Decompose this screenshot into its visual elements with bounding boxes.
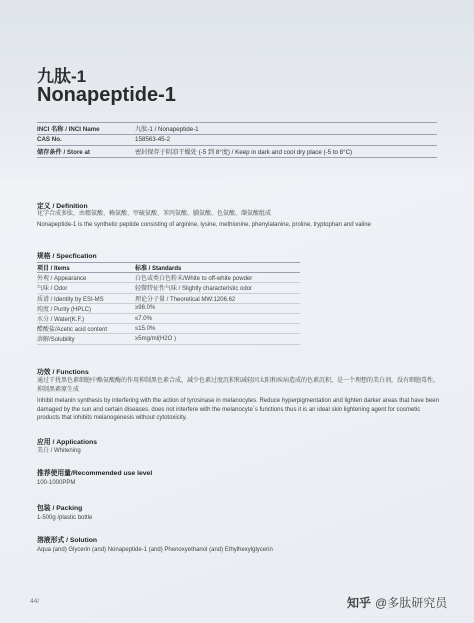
spec-standard: ≤7.0% [135, 315, 152, 322]
packing-text: 1-500g /plastic bottle [37, 515, 93, 521]
spec-item: 纯度 / Purity (HPLC) [37, 306, 92, 313]
applications-text: 美白 / Whitening [37, 448, 81, 454]
page-number: 44/ [30, 598, 40, 605]
spec-table [37, 262, 300, 345]
spec-item: 醋酸盐/Acetic acid content [37, 327, 108, 334]
title-english: Nonapeptide-1 [37, 84, 176, 106]
info-key: CAS No. [37, 136, 62, 144]
spec-row [37, 283, 300, 293]
info-key: INCI 名称 / INCI Name [37, 125, 100, 133]
applications-heading: 应用 / Applications [37, 439, 98, 446]
functions-text-en: Inhibit melanin synthesis by interfering with the action of tyrosinase in melanocytes. Reduce hyperpigmentation and lighten darker areas that have been damaged by the sun and certain diseases. does not interfere with the melanocyte`s functions thus it is an ideal skin lightening agent for cosmetic products that inhibits melanogenesis without cytotoxicity. [37, 398, 439, 422]
definition-text-en: Nonapeptide-1 is the synthetic peptide consisting of arginine, lysine, methionine, phenylalanine, proline, tryptophan and valine [37, 222, 371, 228]
info-row-inci [37, 122, 437, 134]
spec-row [37, 273, 300, 283]
spec-item: 气味 / Odor [37, 286, 68, 293]
spec-standard: ≤15.0% [135, 325, 156, 332]
spec-row [37, 324, 300, 334]
spec-standard: ≥5mg/ml(H2O ) [135, 335, 176, 342]
solution-heading: 溶液形式 / Solution [37, 537, 98, 544]
use-level-heading: 推荐使用量/Recommended use level [37, 470, 153, 477]
info-table [37, 122, 437, 158]
info-key: 储存条件 / Store at [37, 148, 90, 156]
spec-standard: ≥98.0% [135, 305, 156, 312]
info-row-cas [37, 134, 437, 146]
zhihu-logo: 知乎 [347, 596, 372, 610]
info-row-storage [37, 145, 437, 158]
spec-item: 水分 / Water(K.F.) [37, 317, 85, 324]
definition-heading: 定义 / Definition [37, 203, 88, 210]
title-chinese: 九肽-1 [37, 67, 87, 86]
spec-row [37, 314, 300, 324]
info-value: 九肽-1 / Nonapeptide-1 [135, 125, 199, 133]
solution-text: Aqua (and) Glycerin (and) Nonapeptide-1 (and) Phenoxyethanol (and) Ethylhexylglycerin [37, 547, 273, 553]
info-value: 密封保存于阴凉干燥处 (-5 到 8°度) / Keep in dark and cool dry place (-5 to 8°C) [135, 148, 353, 156]
definition-text-cn: 化学合成多肽，由精氨酸、赖氨酸、甲硫氨酸、苯丙氨酸、脯氨酸、色氨酸、缬氨酸组成 [37, 211, 272, 217]
spec-item: 质谱 / Identity by ESI-MS [37, 296, 104, 303]
spec-header-standard: 标准 / Standards [135, 266, 182, 273]
info-value: 158563-45-2 [135, 136, 171, 144]
spec-item: 溶解/Solubility [37, 337, 75, 344]
spec-header-item: 项目 / Items [37, 266, 70, 273]
packing-heading: 包装 / Packing [37, 505, 83, 512]
spec-item: 外观 / Appearance [37, 276, 87, 283]
watermark-author: @多肽研究员 [375, 596, 448, 610]
functions-heading: 功效 / Functions [37, 369, 89, 376]
spec-header-row [37, 262, 300, 273]
spec-row [37, 304, 300, 314]
watermark [347, 594, 447, 611]
spec-standard: 理论分子量 / Theoretical MW:1206.62 [135, 296, 236, 303]
functions-text-cn: 通过干扰黑色素细胞中酪氨酸酶的作用抑制黑色素合成，减少色素过度沉积和减轻因太阳和疾病造成的色素沉积，是一个理想的美白剂，没有细胞毒性，抑制黑素原生成 [37, 378, 440, 393]
spec-standard: 轻微特征性气味 / Slightly characteristic odor [135, 286, 253, 293]
spec-standard: 白色或类白色粉末/White to off-white powder [135, 276, 253, 283]
use-level-text: 100-1000PPM [37, 480, 76, 486]
spec-heading: 规格 / Specfication [37, 253, 97, 260]
spec-row [37, 334, 300, 344]
spec-row [37, 294, 300, 304]
